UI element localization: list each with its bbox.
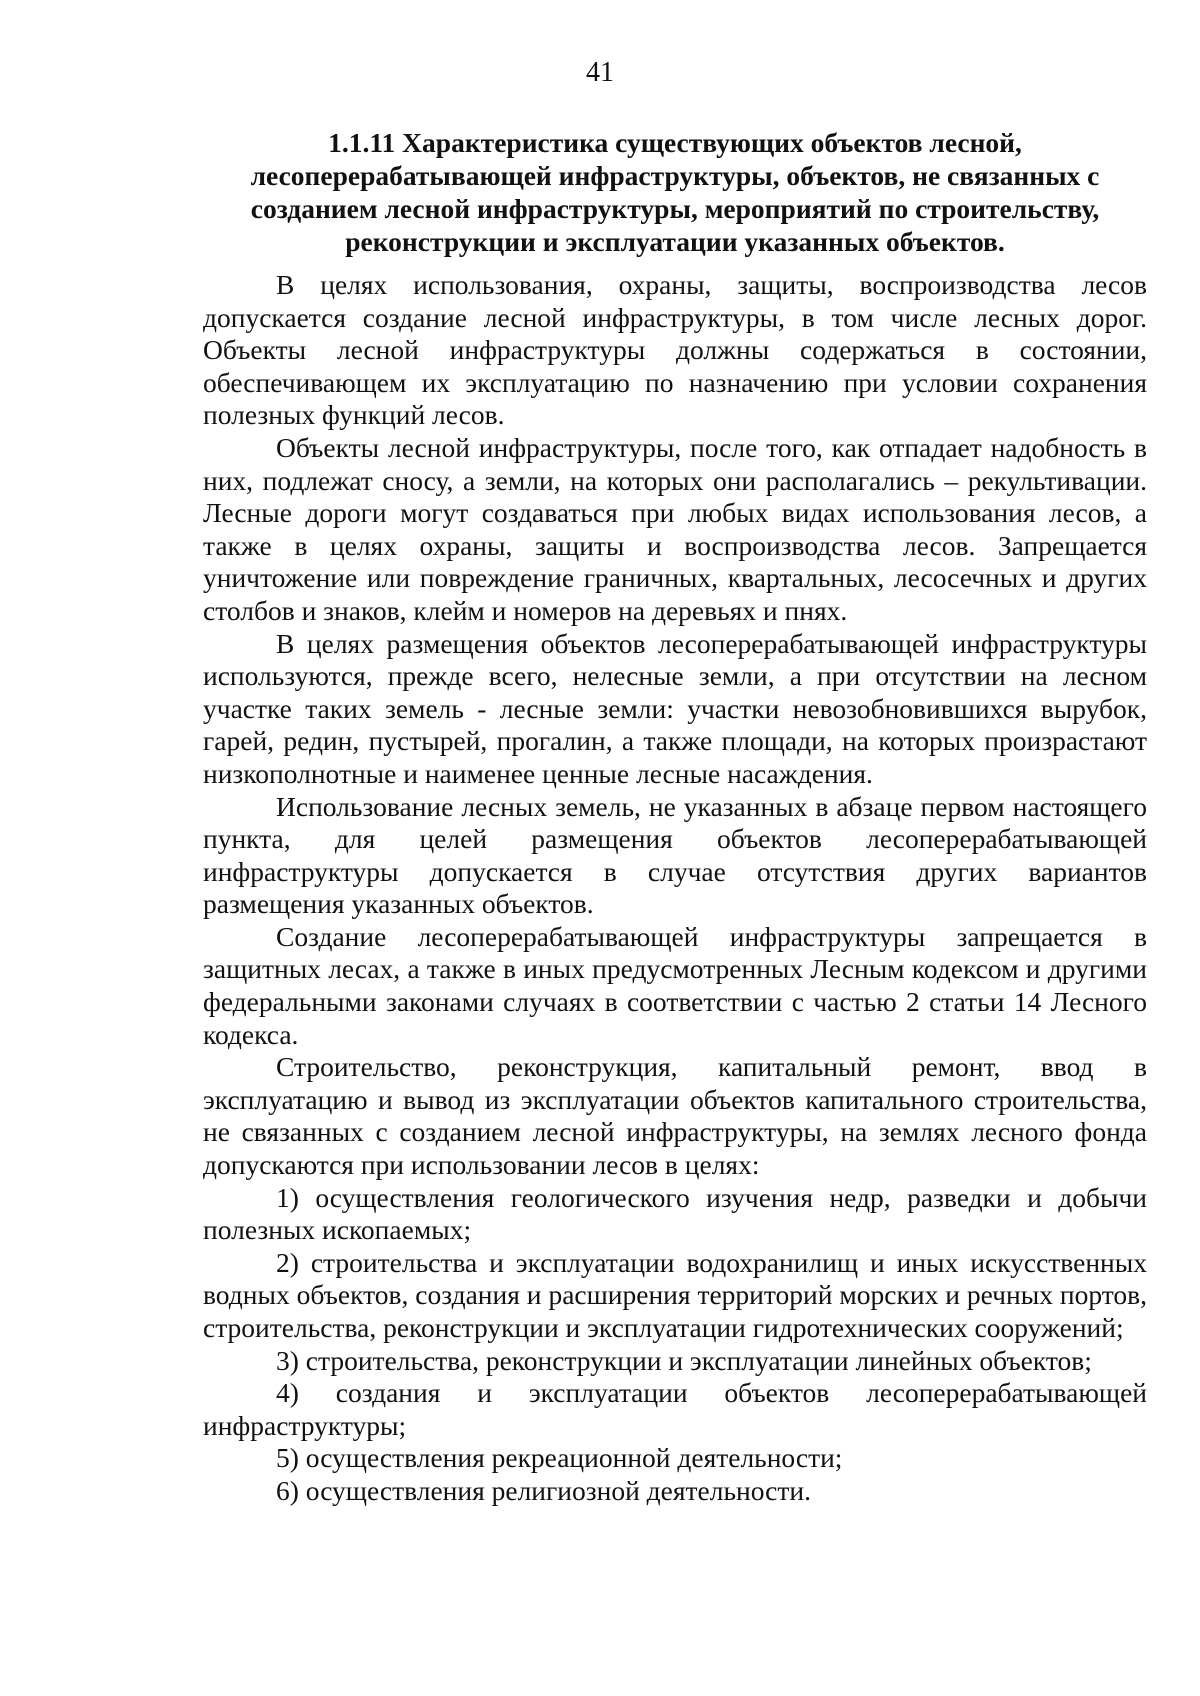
paragraph: В целях использования, охраны, защиты, воспроизводства лесов допускается создание лесной инфраструктуры, в том числе лесных дорог. Объекты лесной инфраструктуры должны содержаться в состоянии, обеспечивающем их эксплуатацию по назначению при условии сохранения полезных функций лесов. — [203, 269, 1147, 431]
list-item: 5) осуществления рекреационной деятельности; — [276, 1442, 843, 1474]
list-item: 4) создания и эксплуатации объектов лесоперерабатывающей инфраструктуры; — [203, 1377, 1147, 1441]
document-body — [203, 126, 1147, 1508]
list-item: 3) строительства, реконструкции и эксплуатации линейных объектов; — [276, 1344, 1092, 1376]
paragraph: Объекты лесной инфраструктуры, после того, как отпадает надобность в них, подлежат сносу, а земли, на которых они располагались – рекультивации. Лесные дороги могут создаваться при любых видах использования лесов, а также в целях охраны, защиты и воспроизводства лесов. Запрещается уничтожение или повреждение граничных, квартальных, лесосечных и других столбов и знаков, клейм и номеров на деревьях и пнях. — [203, 431, 1147, 626]
paragraph: Строительство, реконструкция, капитальный ремонт, ввод в эксплуатацию и вывод из эксплуатации объектов капитального строительства, не связанных с созданием лесной инфраструктуры, на землях лесного фонда допускаются при использовании лесов в целях: — [203, 1051, 1147, 1181]
section-heading: 1.1.11 Характеристика существующих объектов лесной, лесоперерабатывающей инфраструктуры, объектов, не связанных с созданием лесной инфраструктуры, мероприятий по строительству, реконструкции и эксплуатации указанных объектов. — [250, 127, 1100, 257]
list-item: 1) осуществления геологического изучения недр, разведки и добычи полезных ископаемых; — [203, 1181, 1147, 1246]
list-item: 6) осуществления религиозной деятельности. — [276, 1474, 811, 1506]
page-number: 41 — [586, 57, 614, 88]
paragraph: Создание лесоперерабатывающей инфраструктуры запрещается в защитных лесах, а также в иных предусмотренных Лесным кодексом и другими федеральными законами случаях в соответствии с частью 2 статьи 14 Лесного кодекса. — [203, 920, 1147, 1050]
list-item: 2) строительства и эксплуатации водохранилищ и иных искусственных водных объектов, создания и расширения территорий морских и речных портов, строительства, реконструкции и эксплуатации гидротехнических сооружений; — [203, 1246, 1147, 1343]
paragraph: Использование лесных земель, не указанных в абзаце первом настоящего пункта, для целей размещения объектов лесоперерабатывающей инфраструктуры допускается в случае отсутствия других вариантов размещения указанных объектов. — [203, 790, 1147, 920]
paragraph: В целях размещения объектов лесоперерабатывающей инфраструктуры используются, прежде всего, нелесные земли, а при отсутствии на лесном участке таких земель - лесные земли: участки невозобновившихся вырубок, гарей, редин, пустырей, прогалин, а также площади, на которых произрастают низкополнотные и наименее ценные лесные насаждения. — [203, 627, 1147, 789]
